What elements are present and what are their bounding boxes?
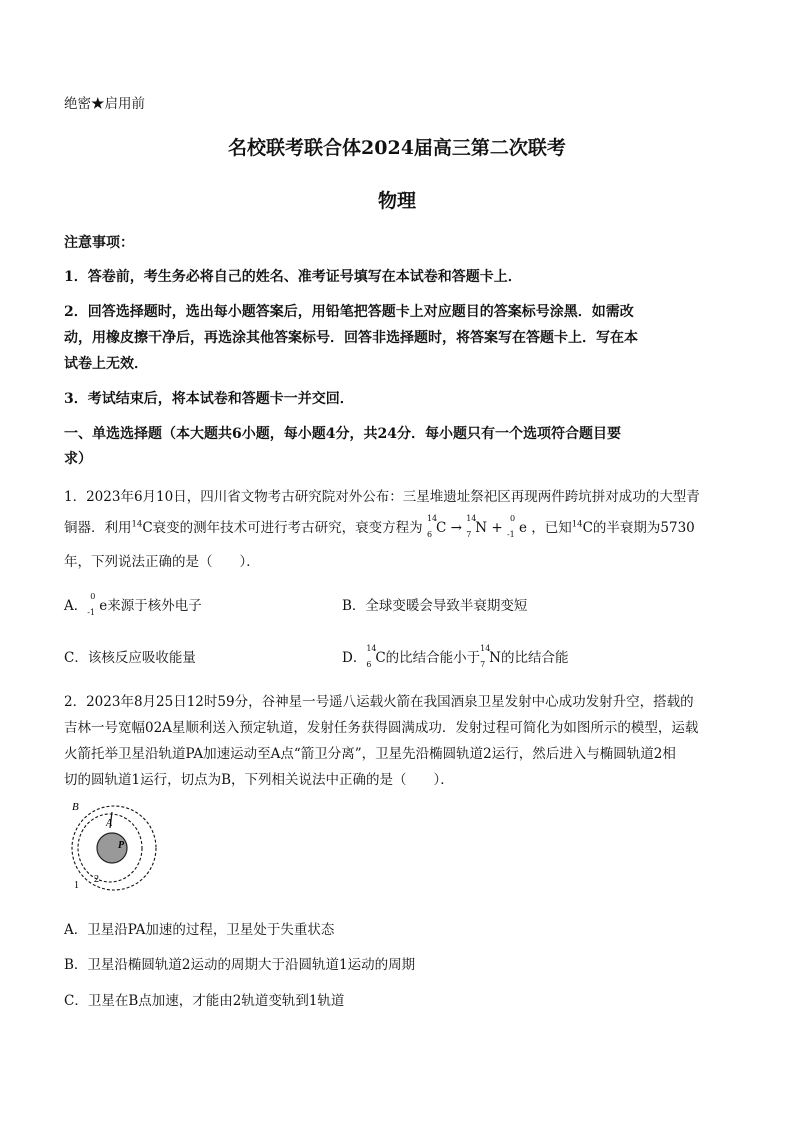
equation-electron: 0 -1 e [506,514,527,539]
section-1-heading-line-2: 求） [64,451,92,467]
q2-line-1: 2．2023年8月25日12时59分，谷神星一号遥八运载火箭在我国酒泉卫星发射中心成功发射升空，搭载的 [64,694,694,710]
orbit-figure [62,798,166,894]
carbon-mass-number: 14 [131,519,143,530]
section-1-heading-line-1: 一、单选选择题（本大题共6小题，每小题4分，共24分．每小题只有一个选项符合题目要 [64,426,621,442]
equation-nitrogen: 14 7 N [466,514,488,539]
label-p: P [118,840,125,851]
notice-item-1: 1．答卷前，考生务必将自己的姓名、准考证号填写在本试卷和答题卡上． [64,269,522,285]
q1-option-a: A． 0 -1 e来源于核外电子 [64,592,202,617]
notice-heading: 注意事项： [64,235,134,251]
q2-option-a: A．卫星沿PA加速的过程，卫星处于失重状态 [64,922,335,938]
q1-line-2: 铜器．利用$^{14}$C衰变的测年技术可进行考古研究，衰变方程为 14 6 C → 14 7 N + 0 -1 e ，已知$^{14}$C的半衰期为5730 [64,514,695,539]
q1-line-2-middle: 衰变的测年技术可进行考古研究，衰变方程为 [152,520,423,536]
equation-plus: + [491,520,503,536]
notice-item-2-line-1: 2．回答选择题时，选出每小题答案后，用铅笔把答题卡上对应题目的答案标号涂黑．如需改 [64,304,634,320]
q1-option-c: C．该核反应吸收能量 [64,650,196,666]
q2-option-b: B．卫星沿椭圆轨道2运动的周期大于沿圆轨道1运动的周期 [64,957,416,973]
q1-line-2-end: 的半衰期为5730 [592,520,695,536]
q1-line-3: 年，下列说法正确的是（ ）． [64,554,260,570]
notice-item-2-line-2: 动，用橡皮擦干净后，再选涂其他答案标号．回答非选择题时，将答案写在答题卡上．写在本 [64,330,638,346]
q1-line-2-known: ，已知 [531,520,572,536]
equation-carbon: 14 6 C [426,514,447,539]
q2-line-4: 切的圆轨道1运行，切点为B，下列相关说法中正确的是（ ）． [64,772,454,788]
carbon-symbol: C [142,520,153,536]
orbit-diagram [62,798,166,894]
label-b: B [72,801,79,813]
q2-line-2: 吉林一号宽幅02A星顺利送入预定轨道，发射任务获得圆满成功．发射过程可简化为如图所示的模型，运载 [64,720,699,736]
subject-title: 物理 [377,190,416,212]
notice-item-3: 3．考试结束后，将本试卷和答题卡一并交回． [64,391,354,407]
q1-line-1: 1．2023年6月10日，四川省文物考古研究院对外公布：三星堆遗址祭祀区再现两件跨坑拼对成功的大型青 [64,489,700,505]
equation-arrow: → [450,520,462,536]
notice-item-2-line-3: 试卷上无效． [64,356,148,372]
q2-option-c: C．卫星在B点加速，才能由2轨道变轨到1轨道 [64,993,345,1009]
exam-title: 名校联考联合体2024届高三第二次联考 [228,137,566,159]
q1-line-2-start: 铜器．利用 [64,520,132,536]
label-a: A [106,818,113,829]
q1-option-b: B．全球变暖会导致半衰期变短 [342,598,528,614]
confidential-label: 绝密★启用前 [64,96,145,112]
q2-line-3: 火箭托举卫星沿轨道PA加速运动至A点“箭卫分离”，卫星先沿椭圆轨道2运行，然后进入与椭圆轨道2相 [64,746,676,762]
q1-option-d: D． 14 6 C的比结合能小于 14 7 N的比结合能 [342,644,569,669]
label-orbit-1: 1 [74,880,79,891]
label-orbit-2: 2 [94,874,99,885]
